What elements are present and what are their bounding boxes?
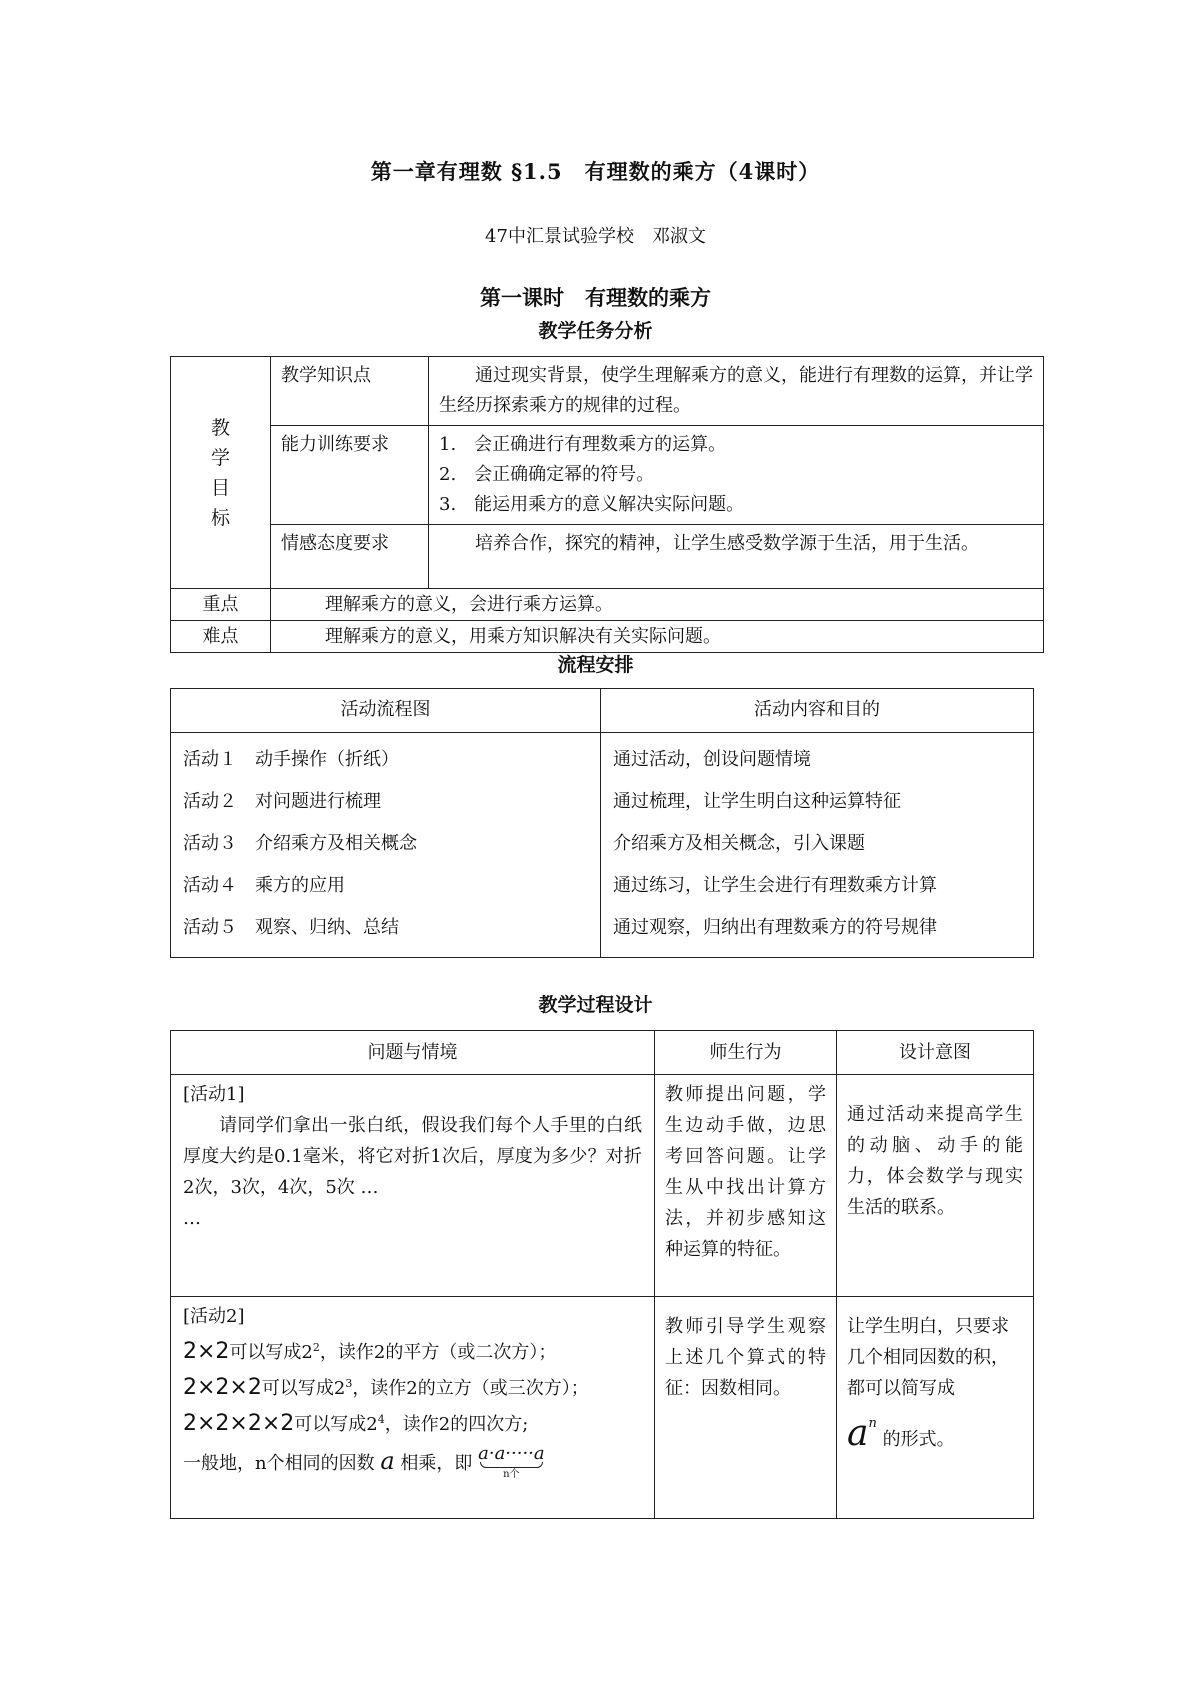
difficult-point-label: 难点 <box>171 621 271 653</box>
table-row <box>171 733 1034 958</box>
flow-purpose: 介绍乘方及相关概念，引入课题 <box>613 833 865 854</box>
flow-table <box>170 688 1034 958</box>
math-expression: 2×2 <box>183 1339 230 1364</box>
activity2-tag: [活动2] <box>183 1306 245 1327</box>
flow-activity: 活动２ 对问题进行梳理 <box>183 791 381 812</box>
power-line-2 <box>183 1368 642 1404</box>
variable-a: a <box>380 1447 395 1475</box>
power-text: ，读作2的立方（或三次方）； <box>352 1378 589 1399</box>
general-text: 相乘，即 <box>400 1453 473 1474</box>
activity1-intent: 通过活动来提高学生的动脑、动手的能力，体会数学与现实生活的联系。 <box>837 1075 1034 1297</box>
flow-header-purpose: 活动内容和目的 <box>601 689 1034 733</box>
design-table <box>170 1030 1034 1519</box>
design-header-intent: 设计意图 <box>837 1031 1034 1075</box>
teaching-goal-cell <box>171 357 271 589</box>
activity1-behavior: 教师提出问题，学生边动手做，边思考回答问题。让学生从中找出计算方法，并初步感知这种运算的特征。 <box>655 1075 837 1297</box>
underbrace-label: n个 <box>503 1468 520 1480</box>
attitude-label: 情感态度要求 <box>271 525 429 589</box>
lesson-title: 第一课时 有理数的乘方 <box>480 285 711 310</box>
general-text: 一般地，n个相同的因数 <box>183 1453 375 1474</box>
flow-activity: 活动４ 乘方的应用 <box>183 875 345 896</box>
table-row <box>171 1297 1034 1519</box>
goal-char: 学 <box>210 446 230 469</box>
intent-text: 让学生明白，只要求几个相同因数的积，都可以简写成 <box>847 1316 1009 1399</box>
flow-activity-column <box>171 733 601 958</box>
flow-purpose-column <box>601 733 1034 958</box>
power-text: 可以写成2 <box>294 1414 378 1435</box>
table-row <box>171 1075 1034 1297</box>
flow-activity: 活动５ 观察、归纳、总结 <box>183 917 399 938</box>
key-point-label: 重点 <box>171 589 271 621</box>
power-base: a <box>847 1413 869 1454</box>
goal-char: 标 <box>210 506 230 529</box>
power-exponent: n <box>868 1416 877 1431</box>
table-row <box>171 426 1044 525</box>
section-task-analysis: 教学任务分析 <box>538 320 653 342</box>
power-text: ，读作2的四次方; <box>384 1414 529 1435</box>
power-text: ，读作2的平方（或二次方）； <box>319 1342 557 1363</box>
activity2-situation <box>171 1297 655 1519</box>
activity1-tag: [活动1] <box>183 1084 245 1105</box>
ability-content <box>429 426 1044 525</box>
table-row <box>171 1031 1034 1075</box>
activity1-text: 请同学们拿出一张白纸，假设我们每个人手里的白纸厚度大约是0.1毫米，将它对折1次后，厚度为多少？对折2次，3次，4次，5次 … <box>183 1115 642 1198</box>
goal-char: 教 <box>210 416 230 439</box>
design-header-situation: 问题与情境 <box>171 1031 655 1075</box>
exponent: 2 <box>312 1341 320 1354</box>
ability-item: 3. 能运用乘方的意义解决实际问题。 <box>439 494 745 515</box>
power-line-1 <box>183 1332 642 1368</box>
knowledge-content: 通过现实背景，使学生理解乘方的意义，能进行有理数的运算，并让学生经历探索乘方的规律的过程。 <box>429 357 1044 426</box>
key-point-content: 理解乘方的意义，会进行乘方运算。 <box>271 589 1044 621</box>
general-line <box>183 1442 642 1482</box>
ability-item: 1. 会正确进行有理数乘方的运算。 <box>439 434 727 455</box>
knowledge-label: 教学知识点 <box>271 357 429 426</box>
flow-header-activity: 活动流程图 <box>171 689 601 733</box>
exponent: 4 <box>377 1413 385 1426</box>
flow-purpose: 通过练习，让学生会进行有理数乘方计算 <box>613 875 937 896</box>
math-expression: 2×2×2×2 <box>183 1411 295 1436</box>
attitude-content: 培养合作，探究的精神，让学生感受数学源于生活，用于生活。 <box>429 525 1044 589</box>
task-analysis-table <box>170 356 1044 653</box>
table-row <box>171 525 1044 589</box>
table-row <box>171 589 1044 621</box>
exponent: 3 <box>345 1377 353 1390</box>
power-form <box>847 1408 1023 1455</box>
underbrace-product <box>478 1442 545 1482</box>
table-row <box>171 357 1044 426</box>
flow-activity: 活动３ 介绍乘方及相关概念 <box>183 833 417 854</box>
design-header-behavior: 师生行为 <box>655 1031 837 1075</box>
table-row <box>171 621 1044 653</box>
ability-item: 2. 会正确确定幂的符号。 <box>439 464 655 485</box>
power-line-3 <box>183 1404 642 1440</box>
activity1-situation <box>171 1075 655 1297</box>
document-title: 第一章有理数 §1.5 有理数的乘方（4课时） <box>370 159 821 184</box>
table-row <box>171 689 1034 733</box>
underbrace-expression: a·a·····a <box>478 1442 545 1464</box>
intent-text: 的形式。 <box>882 1429 955 1450</box>
power-text: 可以写成2 <box>229 1342 313 1363</box>
flow-activity: 活动１ 动手操作（折纸） <box>183 749 399 770</box>
goal-char: 目 <box>210 476 230 499</box>
flow-purpose: 通过梳理，让学生明白这种运算特征 <box>613 791 901 812</box>
activity1-tail: … <box>183 1208 201 1229</box>
math-expression: 2×2×2 <box>183 1375 262 1400</box>
ability-label: 能力训练要求 <box>271 426 429 525</box>
flow-purpose: 通过观察，归纳出有理数乘方的符号规律 <box>613 917 937 938</box>
activity2-behavior: 教师引导学生观察上述几个算式的特征：因数相同。 <box>655 1297 837 1519</box>
activity2-intent <box>837 1297 1034 1519</box>
author-line: 47中汇景试验学校 邓淑文 <box>485 226 706 247</box>
section-flow: 流程安排 <box>557 654 634 676</box>
section-design: 教学过程设计 <box>538 994 653 1016</box>
power-text: 可以写成2 <box>261 1378 346 1399</box>
flow-purpose: 通过活动，创设问题情境 <box>613 749 811 770</box>
difficult-point-content: 理解乘方的意义，用乘方知识解决有关实际问题。 <box>271 621 1044 653</box>
